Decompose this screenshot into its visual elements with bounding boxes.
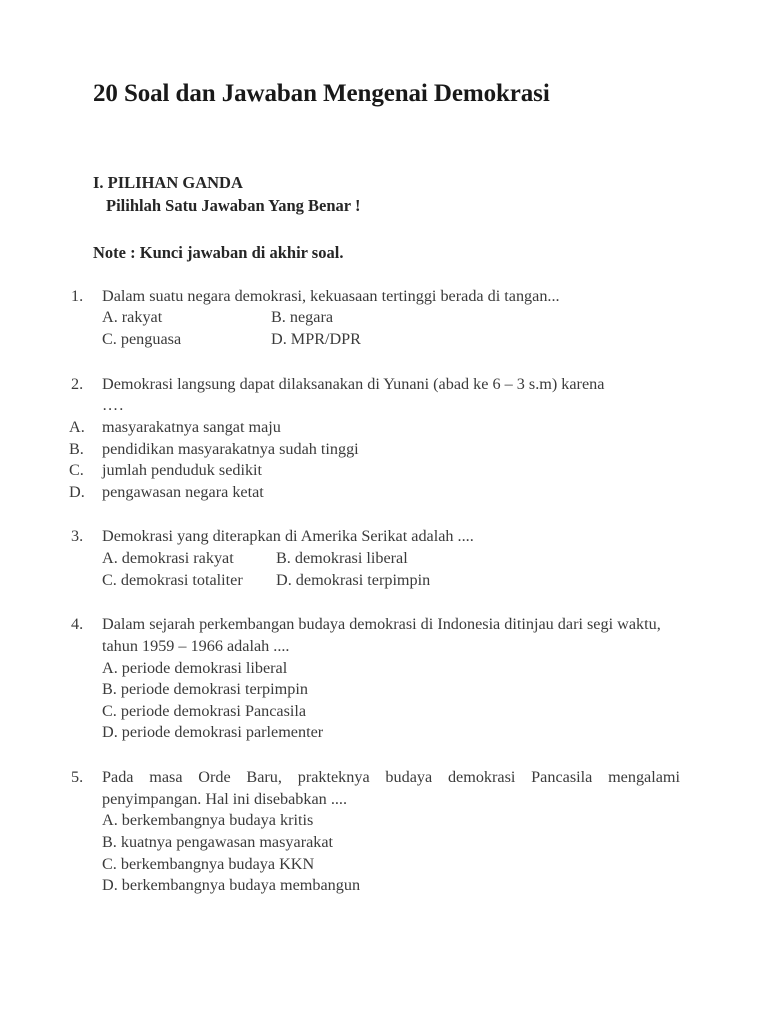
option-c-label: C. <box>102 701 117 720</box>
option-a-label: A. <box>102 811 118 830</box>
option-d-label: D. <box>102 876 118 895</box>
question-text-line <box>68 526 680 548</box>
page-title: 20 Soal dan Jawaban Mengenai Demokrasi <box>93 80 550 107</box>
option-b[interactable] <box>271 307 333 329</box>
option-row[interactable] <box>68 832 680 854</box>
option-row[interactable] <box>68 679 680 701</box>
option-c-label: C. <box>69 461 84 480</box>
option-c[interactable] <box>102 571 243 589</box>
answer-key-note: Note : Kunci jawaban di akhir soal. <box>93 242 344 262</box>
question-block <box>68 767 680 897</box>
option-b-text: pendidikan masyarakatnya sudah tinggi <box>102 439 359 458</box>
option-row[interactable] <box>68 482 680 504</box>
question-text: Dalam suatu negara demokrasi, kekuasaan tertinggi berada di tangan... <box>102 286 560 305</box>
option-a-label: A. <box>102 549 118 568</box>
option-d-text: pengawasan negara ketat <box>102 482 264 501</box>
option-c-text: penguasa <box>120 330 182 349</box>
option-b-text: demokrasi liberal <box>294 549 408 568</box>
option-d-label: D. <box>69 482 85 501</box>
option-d[interactable] <box>276 570 430 592</box>
question-block <box>68 526 680 591</box>
section-heading-block <box>68 171 680 218</box>
question-text-line <box>68 286 680 308</box>
section-subheading: Pilihlah Satu Jawaban Yang Benar ! <box>106 196 361 216</box>
option-c-text: demokrasi totaliter <box>120 570 243 589</box>
question-number: 4. <box>71 615 84 634</box>
option-row[interactable] <box>68 417 680 439</box>
option-row[interactable] <box>68 854 680 876</box>
question-text-line <box>68 614 680 657</box>
question-continuation: …. <box>102 396 125 415</box>
option-a-text: rakyat <box>121 308 163 327</box>
option-d-label: D. <box>276 570 292 589</box>
question-text-line <box>68 374 680 396</box>
option-row[interactable] <box>68 810 680 832</box>
question-number: 2. <box>71 374 84 393</box>
option-c-text: berkembangnya budaya KKN <box>120 854 315 873</box>
option-a-label: A. <box>102 658 118 677</box>
question-text: Demokrasi yang diterapkan di Amerika Serikat adalah .... <box>102 527 474 546</box>
option-row <box>68 570 680 592</box>
document-body <box>68 0 680 897</box>
option-d-label: D. <box>271 330 287 349</box>
option-row[interactable] <box>68 722 680 744</box>
option-row <box>68 329 680 351</box>
option-a-text: periode demokrasi liberal <box>121 658 288 677</box>
option-b-label: B. <box>271 308 286 327</box>
question-text-line <box>68 767 680 810</box>
option-d-label: D. <box>102 723 118 742</box>
option-c-text: jumlah penduduk sedikit <box>102 461 263 480</box>
option-b-label: B. <box>102 680 117 699</box>
option-row[interactable] <box>68 875 680 897</box>
option-a-text: berkembangnya budaya kritis <box>121 811 314 830</box>
option-row <box>68 548 680 570</box>
option-b-text: kuatnya pengawasan masyarakat <box>120 832 334 851</box>
option-c-label: C. <box>102 854 117 873</box>
section-heading: I. PILIHAN GANDA <box>93 173 243 192</box>
option-b-text: negara <box>289 308 334 327</box>
option-d-text: periode demokrasi parlementer <box>121 723 324 742</box>
question-block <box>68 286 680 351</box>
option-row[interactable] <box>68 701 680 723</box>
option-row[interactable] <box>68 460 680 482</box>
question-number: 3. <box>71 527 84 546</box>
question-text: Demokrasi langsung dapat dilaksanakan di Yunani (abad ke 6 – 3 s.m) karena <box>102 374 605 393</box>
question-number: 5. <box>71 768 84 787</box>
option-row[interactable] <box>68 658 680 680</box>
question-block <box>68 374 680 504</box>
option-a-label: A. <box>69 417 85 436</box>
option-a[interactable] <box>102 308 162 326</box>
question-block <box>68 614 680 744</box>
option-a-label: A. <box>102 308 118 327</box>
option-c[interactable] <box>102 330 181 348</box>
option-a-text: demokrasi rakyat <box>121 549 234 568</box>
option-d[interactable] <box>271 329 361 351</box>
option-c-label: C. <box>102 330 117 349</box>
option-a[interactable] <box>102 549 234 567</box>
option-c-text: periode demokrasi Pancasila <box>120 701 307 720</box>
option-b-label: B. <box>102 832 117 851</box>
option-b[interactable] <box>276 548 408 570</box>
option-row <box>68 307 680 329</box>
option-a-text: masyarakatnya sangat maju <box>102 417 281 436</box>
question-text: Pada masa Orde Baru, prakteknya budaya demokrasi Pancasila mengalami penyimpangan. Hal ini disebabkan .... <box>102 768 680 808</box>
question-number: 1. <box>71 286 84 305</box>
option-b-label: B. <box>69 439 84 458</box>
option-b-label: B. <box>276 549 291 568</box>
option-row[interactable] <box>68 439 680 461</box>
option-c-label: C. <box>102 570 117 589</box>
option-d-text: berkembangnya budaya membangun <box>121 876 361 895</box>
option-d-text: demokrasi terpimpin <box>295 570 431 589</box>
question-text: Dalam sejarah perkembangan budaya demokrasi di Indonesia ditinjau dari segi waktu, tahun 1959 – 1966 adalah .... <box>102 615 661 655</box>
option-b-text: periode demokrasi terpimpin <box>120 680 308 699</box>
option-d-text: MPR/DPR <box>290 330 361 349</box>
